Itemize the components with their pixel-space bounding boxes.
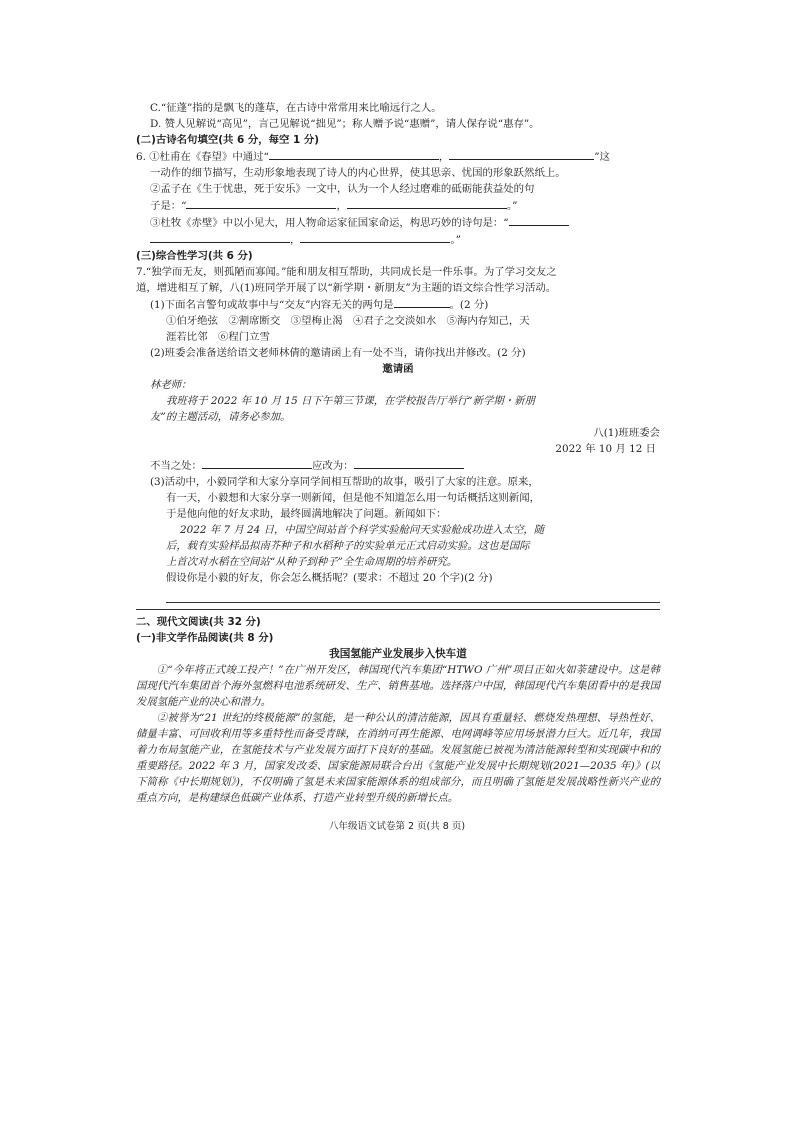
q7-2: (2)班委会准备送给语文老师林倩的邀请函上有一处不当，请你找出并修改。(2 分) — [150, 347, 526, 359]
exam-page — [136, 100, 660, 806]
fix-wrong-blank[interactable] — [202, 457, 312, 469]
section-divider — [136, 609, 660, 610]
q7-3-1: (3)活动中，小毅同学和大家分享同学间相互帮助的故事，吸引了大家的注意。原来， — [150, 476, 539, 488]
q6-3 — [136, 214, 660, 231]
section2-heading: (二)古诗名句填空(共 6 分，每空 1 分) — [136, 134, 320, 146]
section3-heading: (三)综合性学习(共 6 分) — [136, 250, 253, 262]
article-title: 我国氢能产业发展步入快车道 — [329, 648, 467, 660]
fix-right-label: 应改为： — [311, 460, 354, 472]
q6-2: ②孟子在《生于忧患，死于安乐》一文中，认为一个人经过磨难的砥砺能获益处的句 — [150, 183, 535, 195]
letter-body-1: 我班将于 2022 年 10 月 15 日下午第三节课，在学校报告厅举行“新学期・新朋 — [166, 395, 535, 407]
q6-1-start: 6. ①杜甫在《春望》中通过“ — [136, 151, 269, 163]
q7-1-options-a: ①伯牙绝弦 ②割席断交 ③望梅止渴 ④君子之交淡如水 ⑤海内存知己，天 — [166, 315, 530, 327]
q6-1-blank-b[interactable] — [449, 148, 594, 160]
q6-2-blank-b[interactable] — [347, 197, 507, 209]
q7-3-ask: 假设你是小毅的好友，你会怎么概括呢？(要求：不超过 20 个字)(2 分) — [166, 572, 493, 584]
q6-1-comma: ， — [438, 151, 450, 163]
q6-2-blank-a[interactable] — [186, 197, 336, 209]
fix-right-blank[interactable] — [354, 457, 464, 469]
q6-1-blank-a[interactable] — [269, 148, 439, 160]
q6-3-blank-a2[interactable] — [150, 231, 290, 243]
article-paragraph-2: ②被誉为“21 世纪的终极能源”的氢能，是一种公认的清洁能源，因具有重量轻、燃烧发热理想、导热性好、储量丰富、可回收利用等多重特性而备受青睐，在消纳可再生能源、电网调峰等应用场景潜力巨大。近几年，我国着力布局氢能产业，在氢能技术与产业发展方面打下良好的基础。发展氢能已被视为清洁能源转型和实现碳中和的重要路径。2022 年 3 月，国家发改委、国家能源局联合台出《氢能产业发展中长期规划(2021—2035 年)》(以下简称《中长期规划》)，不仅明确了氢是未来国家能源体系的组成部分，而且明确了氢能是发展战略性新兴产业的重点方向，是构建绿色低碳产业体系、打造产业转型升级的新增长点。 — [136, 712, 660, 804]
q7-3-3: 于是他向他的好友求助，最终圆满地解决了问题。新闻如下： — [166, 508, 447, 520]
fix-wrong-label: 不当之处： — [150, 460, 202, 472]
q5-option-d: D. 赞人见解说“高见”，言己见解说“拙见”；称人赠予说“惠赠”，请人保存说“惠存”。 — [150, 118, 540, 130]
q6-3-comma: ， — [290, 234, 301, 246]
q6-2-end: 。” — [506, 200, 518, 212]
q6-2-cont-start: 子是：“ — [150, 200, 187, 212]
q6-3-cont — [136, 231, 660, 248]
part2-sub-heading: (一)非文学作品阅读(共 8 分) — [136, 632, 274, 644]
q7-intro-2: 道，增进相互了解，八(1)班同学开展了以“新学期・新朋友”为主题的语文综合性学习活动。 — [136, 282, 557, 294]
fix-row — [136, 457, 660, 474]
q7-1-options-b: 涯若比邻 ⑥程门立雪 — [166, 331, 270, 343]
news-2: 后，载有实验样品拟南芥种子和水稻种子的实验单元正式启动实验。这也是国际 — [166, 540, 530, 552]
q6-3-blank-b[interactable] — [300, 231, 450, 243]
letter-body-2: 友”的主题活动，请务必参加。 — [150, 411, 291, 423]
article-paragraph-1: ①“今年将正式竣工投产！”在广州开发区，韩国现代汽车集团“HTWO 广州”项目正如火如荼建设中。这是韩国现代汽车集团首个海外氢燃料电池系统研发、生产、销售基地。选择落户中国，韩国现代汽车集团看中的是我国发展氢能产业的决心和潜力。 — [136, 664, 660, 708]
q6-3-blank-a[interactable] — [509, 214, 569, 226]
news-1: 2022 年 7 月 24 日，中国空间站首个科学实验舱问天实验舱成功进入太空，随 — [180, 524, 545, 536]
q6-1 — [136, 148, 660, 165]
q7-intro-1: 7.“独学而无友，则孤陋而寡闻。”能和朋友相互帮助，共同成长是一件乐事。为了学习交友之 — [136, 266, 557, 278]
q7-1 — [136, 296, 660, 313]
q6-1-end: ”这 — [594, 151, 610, 163]
q6-2-comma: ， — [336, 200, 347, 212]
page-footer: 八年级语文试卷第 2 页(共 8 页) — [328, 821, 466, 832]
q7-3-2: 有一天，小毅想和大家分享一则新闻，但是他不知道怎么用一句话概括这则新闻， — [166, 492, 541, 504]
letter-greeting: 林老师： — [150, 379, 192, 391]
part2-heading: 二、现代文阅读(共 32 分) — [136, 616, 261, 628]
q7-1-score: 。(2 分) — [449, 299, 489, 311]
letter-date: 2022 年 10 月 12 日 — [555, 443, 656, 455]
q6-1-cont: 一动作的细节描写，生动形象地表现了诗人的内心世界，使其思亲、忧国的形象跃然纸上。 — [150, 167, 566, 179]
q6-3-text: ③杜牧《赤壁》中以小见大，用人物命运家征国家命运，构思巧妙的诗句是：“ — [150, 217, 509, 229]
q6-3-end: 。” — [450, 234, 461, 246]
q7-1-text: (1)下面名言警句或故事中与“交友”内容无关的两句是 — [150, 299, 394, 311]
news-3: 上首次对水稻在空间站“从种子到种子”全生命周期的培养研究。 — [166, 556, 458, 568]
letter-title: 邀请函 — [382, 363, 414, 375]
q5-option-c: C.“征蓬”指的是飘飞的蓬草，在古诗中常常用来比喻远行之人。 — [150, 102, 442, 114]
q7-3-answer-line[interactable] — [166, 590, 660, 603]
q7-1-blank[interactable] — [394, 296, 450, 308]
q6-2-cont — [136, 197, 660, 214]
letter-sign: 八(1)班班委会 — [593, 427, 660, 439]
